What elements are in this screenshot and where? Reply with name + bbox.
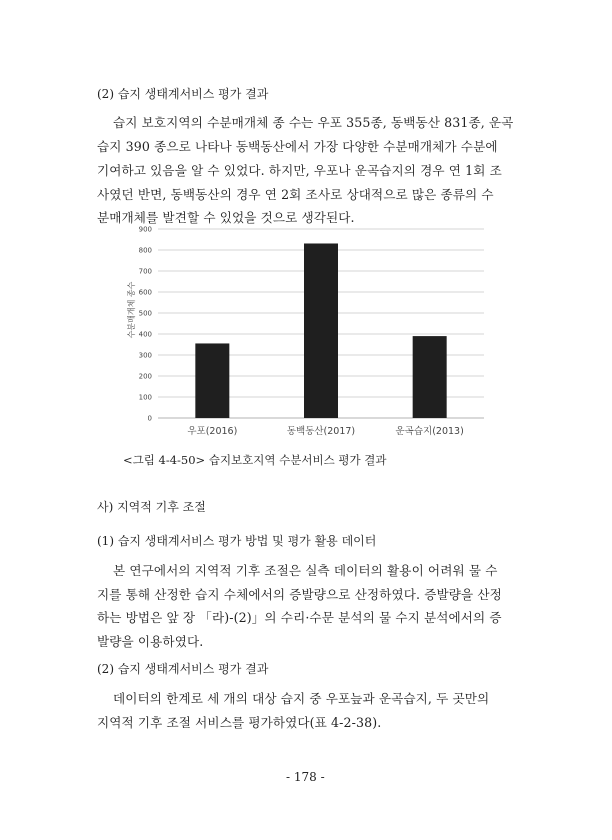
bar-0 — [195, 343, 229, 418]
paragraph-line: 데이터의 한계로 세 개의 대상 습지 중 우포늪과 운곡습지, 두 곳만의 — [113, 691, 490, 706]
pollinator-bar-chart — [118, 218, 488, 440]
paragraph-line: 지역적 기후 조절 서비스를 평가하였다(표 4-2-38). — [97, 715, 382, 730]
figure-caption: <그림 4-4-50> 습지보호지역 수분서비스 평가 결과 — [123, 453, 387, 467]
section-heading-climate-regulation: 사) 지역적 기후 조절 — [97, 500, 206, 514]
y-tick-label: 0 — [147, 414, 152, 423]
paragraph-line: 사였던 반면, 동백동산의 경우 연 2회 조사로 상대적으로 많은 종류의 수 — [97, 187, 494, 202]
x-tick-label: 우포(2016) — [187, 426, 238, 437]
paragraph-line: 본 연구에서의 지역적 기후 조절은 실측 데이터의 활용이 어려워 물 수 — [113, 563, 498, 578]
bar-2 — [413, 336, 447, 418]
subheading-method-data: (1) 습지 생태계서비스 평가 방법 및 평가 활용 데이터 — [97, 534, 377, 548]
section-heading-pollination-result: (2) 습지 생태계서비스 평가 결과 — [97, 87, 269, 101]
y-tick-label: 900 — [138, 225, 152, 234]
paragraph-line: 습지 보호지역의 수분매개체 종 수는 우포 355종, 동백동산 831종, 운곡 — [113, 115, 514, 130]
subheading-climate-result: (2) 습지 생태계서비스 평가 결과 — [97, 662, 269, 676]
paragraph-line: 하는 방법은 앞 장 「라)-(2)」의 수리·수문 분석의 물 수지 분석에서의 증 — [97, 610, 502, 625]
y-tick-label: 400 — [138, 330, 152, 339]
y-tick-label: 700 — [138, 267, 152, 276]
chart-x-tick-labels — [187, 425, 463, 437]
paragraph-line: 기여하고 있음을 알 수 있었다. 하지만, 우포나 운곡습지의 경우 연 1회 조 — [97, 163, 502, 178]
chart-y-tick-labels — [139, 226, 152, 423]
page-number: - 178 - — [286, 770, 325, 784]
chart-y-axis-label: 수분매개체 종수 — [127, 281, 136, 339]
bar-1 — [304, 243, 338, 418]
y-tick-label: 300 — [138, 351, 152, 360]
y-tick-label: 500 — [138, 309, 152, 318]
y-tick-label: 100 — [138, 393, 152, 402]
paragraph-line: 지를 통해 산정한 습지 수체에서의 증발량으로 산정하였다. 증발량을 산정 — [97, 587, 502, 602]
paragraph-line: 분매개체를 발견할 수 있었을 것으로 생각된다. — [97, 210, 355, 225]
x-tick-label: 운곡습지(2013) — [395, 426, 464, 437]
y-tick-label: 600 — [138, 288, 152, 297]
paragraph-line: 습지 390 종으로 나타나 동백동산에서 가장 다양한 수분매개체가 수분에 — [97, 139, 498, 154]
chart-bars — [195, 243, 446, 418]
paragraph-line: 발량을 이용하였다. — [97, 634, 204, 649]
y-tick-label: 200 — [138, 372, 152, 381]
y-tick-label: 800 — [138, 246, 152, 255]
x-tick-label: 동백동산(2017) — [286, 426, 356, 437]
